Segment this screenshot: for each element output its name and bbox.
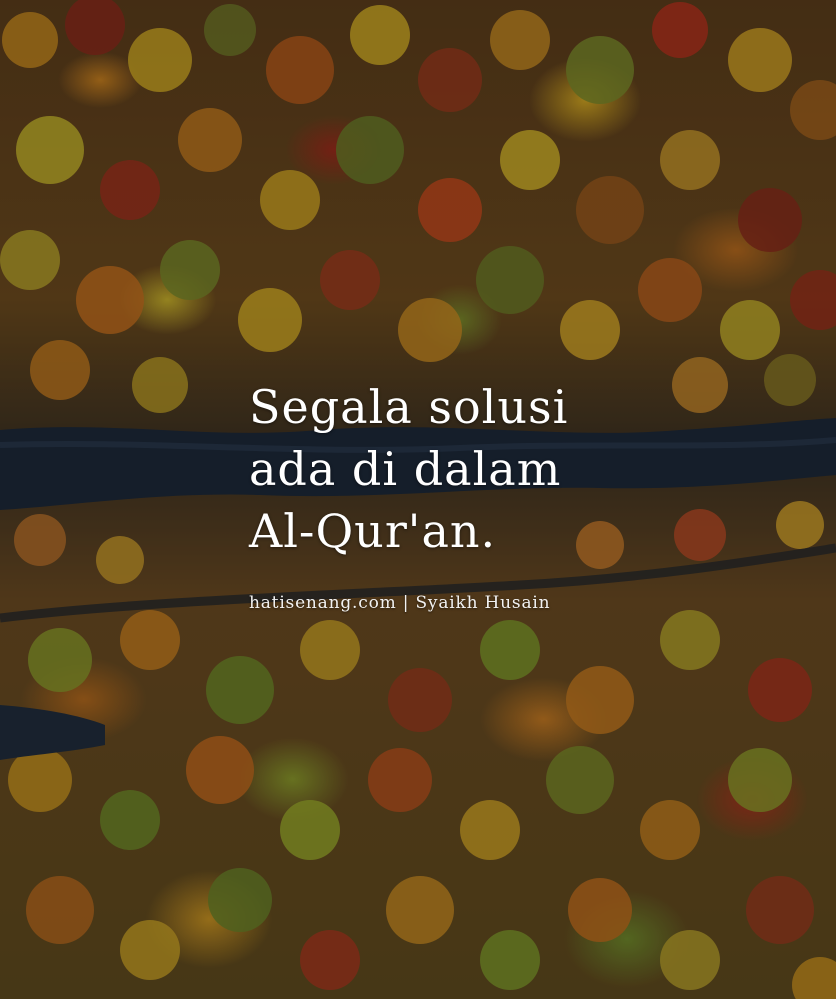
- quote-text: [249, 376, 568, 562]
- quote-line-2: ada di dalam: [249, 442, 562, 496]
- quote-line-3: Al-Qur'an.: [249, 504, 497, 558]
- credit-text: hatisenang.com | Syaikh Husain: [249, 593, 551, 613]
- quote-line-1: Segala solusi: [249, 380, 569, 434]
